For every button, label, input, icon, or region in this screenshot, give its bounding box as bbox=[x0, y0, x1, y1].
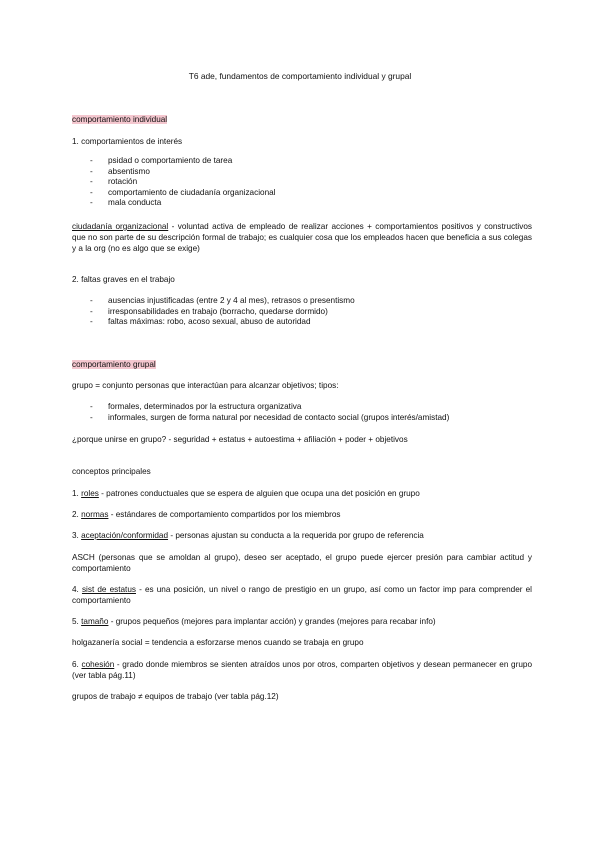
concept-text: - es una posición, un nivel o rango de prestigio en un grupo, así como un factor imp para comprender el comportamiento bbox=[72, 585, 532, 606]
grupos-equipos-line: grupos de trabajo ≠ equipos de trabajo (ver tabla pág.12) bbox=[72, 692, 279, 701]
concept-tamano bbox=[72, 616, 532, 627]
concept-aceptacion bbox=[72, 530, 532, 541]
paragraph-text: - voluntad activa de empleado de realizar acciones + comportamientos positivos y constructivos que no son parte de su descripción formal de trabajo; es cualquier cosa que los empleados hacen que beneficia a sus colegas y a la org (no es algo que se exige) bbox=[72, 222, 532, 254]
concept-roles bbox=[72, 488, 532, 499]
list-item: - psidad o comportamiento de tarea bbox=[72, 156, 532, 167]
concept-number: 5. bbox=[72, 617, 82, 626]
concept-cohesion bbox=[72, 659, 532, 681]
holgazaneria-line: holgazanería social = tendencia a esforzarse menos cuando se trabaja en grupo bbox=[72, 638, 364, 647]
highlighted-heading: comportamiento individual bbox=[72, 115, 168, 124]
list-item: - irresponsabilidades en trabajo (borracho, quedarse dormido) bbox=[72, 307, 532, 318]
point-2: 2. faltas graves en el trabajo bbox=[72, 275, 175, 284]
highlighted-heading: comportamiento grupal bbox=[72, 360, 156, 369]
concept-number: 3. bbox=[72, 531, 82, 540]
list-interest-behaviors bbox=[72, 156, 532, 209]
concept-text: - patrones conductuales que se espera de alguien que ocupa una det posición en grupo bbox=[98, 489, 420, 498]
list-item: - mala conducta bbox=[72, 198, 532, 209]
underlined-term: aceptación/conformidad bbox=[81, 531, 169, 540]
list-item: - rotación bbox=[72, 177, 532, 188]
list-item: - faltas máximas: robo, acoso sexual, abuso de autoridad bbox=[72, 317, 532, 328]
document-title: T6 ade, fundamentos de comportamiento individual y grupal bbox=[188, 71, 412, 81]
porque-line: ¿porque unirse en grupo? - seguridad + estatus + autoestima + afiliación + poder + objetivos bbox=[72, 435, 408, 444]
asch-paragraph: ASCH (personas que se amoldan al grupo), deseo ser aceptado, el grupo puede ejercer presión para cambiar actitud y comportamiento bbox=[72, 553, 532, 574]
list-item: - informales, surgen de forma natural por necesidad de contacto social (grupos interés/amistad) bbox=[72, 413, 532, 424]
underlined-term: ciudadanía organizacional bbox=[72, 222, 169, 231]
concept-text: - grado donde miembros se sienten atraídos unos por otros, comparten objetivos y desean permanecer en grupo (ver tabla pág.11) bbox=[72, 660, 532, 681]
concept-text: - estándares de comportamiento compartidos por los miembros bbox=[108, 510, 341, 519]
point-1: 1. comportamientos de interés bbox=[72, 137, 183, 146]
concept-number: 4. bbox=[72, 585, 82, 594]
concept-text: - personas ajustan su conducta a la requerida por grupo de referencia bbox=[168, 531, 424, 540]
list-item: - ausencias injustificadas (entre 2 y 4 al mes), retrasos o presentismo bbox=[72, 296, 532, 307]
concept-number: 2. bbox=[72, 510, 82, 519]
concept-normas bbox=[72, 509, 532, 520]
list-item: - comportamiento de ciudadanía organizacional bbox=[72, 188, 532, 199]
list-group-types bbox=[72, 402, 532, 423]
grupo-definition: grupo = conjunto personas que interactúan para alcanzar objetivos; tipos: bbox=[72, 381, 339, 390]
list-item: - absentismo bbox=[72, 167, 532, 178]
concept-text: - grupos pequeños (mejores para implantar acción) y grandes (mejores para recabar info) bbox=[108, 617, 436, 626]
section-heading-grupal bbox=[72, 359, 532, 370]
underlined-term: cohesión bbox=[81, 660, 115, 669]
conceptos-heading: conceptos principales bbox=[72, 467, 151, 476]
section-heading-individual bbox=[72, 114, 532, 125]
underlined-term: roles bbox=[81, 489, 99, 498]
concept-number: 6. bbox=[72, 660, 82, 669]
list-item: - formales, determinados por la estructura organizativa bbox=[72, 402, 532, 413]
concept-estatus bbox=[72, 584, 532, 606]
concept-number: 1. bbox=[72, 489, 82, 498]
underlined-term: normas bbox=[81, 510, 109, 519]
underlined-term: sist de estatus bbox=[81, 585, 136, 594]
list-faltas bbox=[72, 296, 532, 328]
ciudadania-paragraph bbox=[72, 221, 532, 255]
underlined-term: tamaño bbox=[81, 617, 109, 626]
